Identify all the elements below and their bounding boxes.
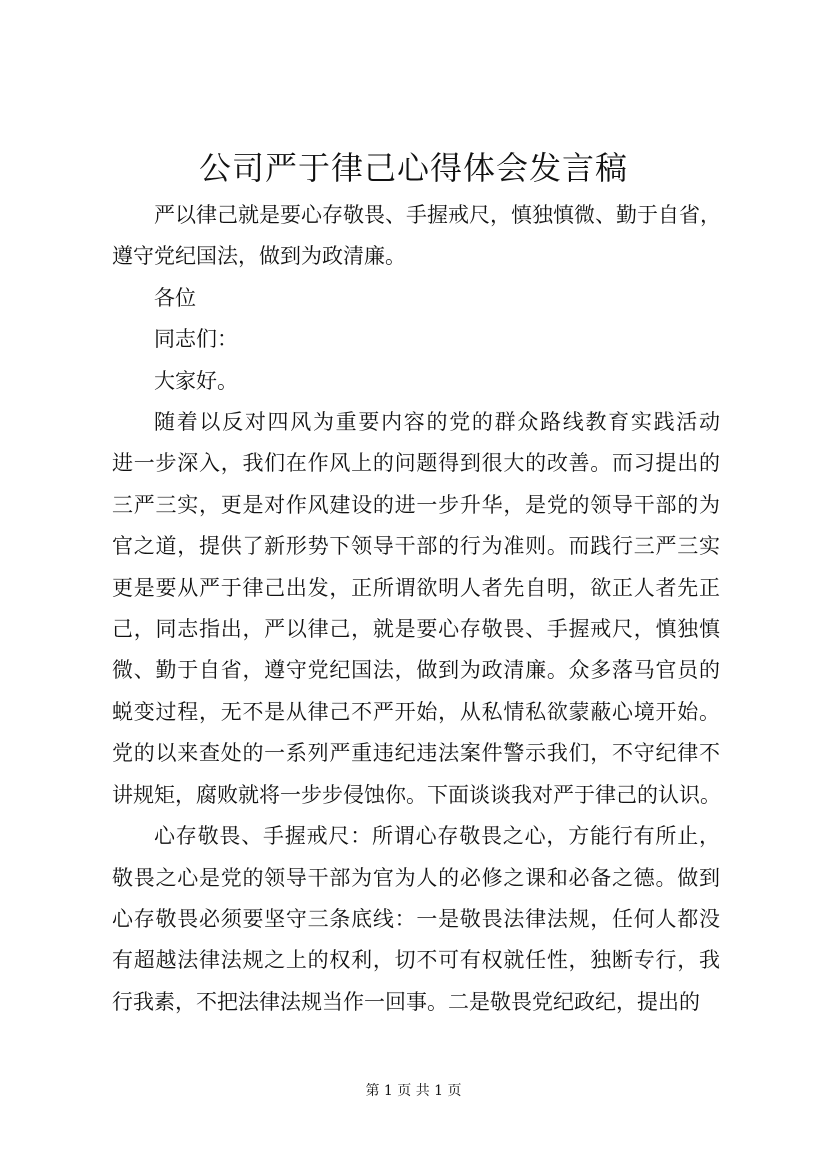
page-footer: 第 1 页 共 1 页 — [365, 1083, 462, 1099]
document-body — [112, 195, 720, 1023]
paragraph-line: 有超越法律法规之上的权利，切不可有权就任性，独断专行，我 — [112, 948, 720, 973]
paragraph-line: 进一步深入，我们在作风上的问题得到很大的改善。而习提出的 — [112, 451, 720, 476]
paragraph-line: 蜕变过程，无不是从律己不严开始，从私情私欲蒙蔽心境开始。 — [112, 699, 720, 724]
paragraph-line: 心存敬畏、手握戒尺：所谓心存敬畏之心，方能行有所止， — [154, 824, 720, 849]
paragraph-line: 己，同志指出，严以律己，就是要心存敬畏、手握戒尺，慎独慎 — [112, 617, 720, 642]
paragraph — [112, 361, 720, 402]
paragraph-line: 官之道，提供了新形势下领导干部的行为准则。而践行三严三实 — [112, 534, 720, 559]
paragraph — [112, 402, 720, 816]
paragraph-line: 讲规矩，腐败就将一步步侵蚀你。下面谈谈我对严于律己的认识。 — [112, 782, 721, 807]
paragraph — [112, 319, 720, 360]
paragraph — [112, 816, 720, 1023]
paragraph-line: 大家好。 — [154, 368, 238, 393]
paragraph-line: 严以律己就是要心存敬畏、手握戒尺，慎独慎微、勤于自省， — [154, 203, 721, 227]
paragraph-line: 三严三实，更是对作风建设的进一步升华，是党的领导干部的为 — [112, 492, 720, 517]
paragraph-line: 行我素，不把法律法规当作一回事。二是敬畏党纪政纪，提出的 — [112, 989, 700, 1014]
paragraph-line: 微、勤于自省，遵守党纪国法，做到为政清廉。众多落马官员的 — [112, 658, 720, 683]
paragraph-line: 随着以反对四风为重要内容的党的群众路线教育实践活动 — [154, 410, 720, 435]
paragraph-line: 各位 — [154, 285, 196, 310]
paragraph-line: 心存敬畏必须要坚守三条底线：一是敬畏法律法规，任何人都没 — [112, 906, 720, 931]
paragraph-line: 遵守党纪国法，做到为政清廉。 — [112, 244, 406, 269]
paragraph — [112, 195, 720, 278]
paragraph-line: 敬畏之心是党的领导干部为官为人的必修之课和必备之德。做到 — [112, 865, 720, 890]
paragraph — [112, 278, 720, 319]
paragraph-line: 党的以来查处的一系列严重违纪违法案件警示我们，不守纪律不 — [112, 741, 720, 766]
paragraph-line: 更是要从严于律己出发，正所谓欲明人者先自明，欲正人者先正 — [112, 575, 720, 600]
document-title: 公司严于律己心得体会发言稿 — [198, 149, 628, 187]
paragraph-line: 同志们： — [154, 327, 238, 352]
